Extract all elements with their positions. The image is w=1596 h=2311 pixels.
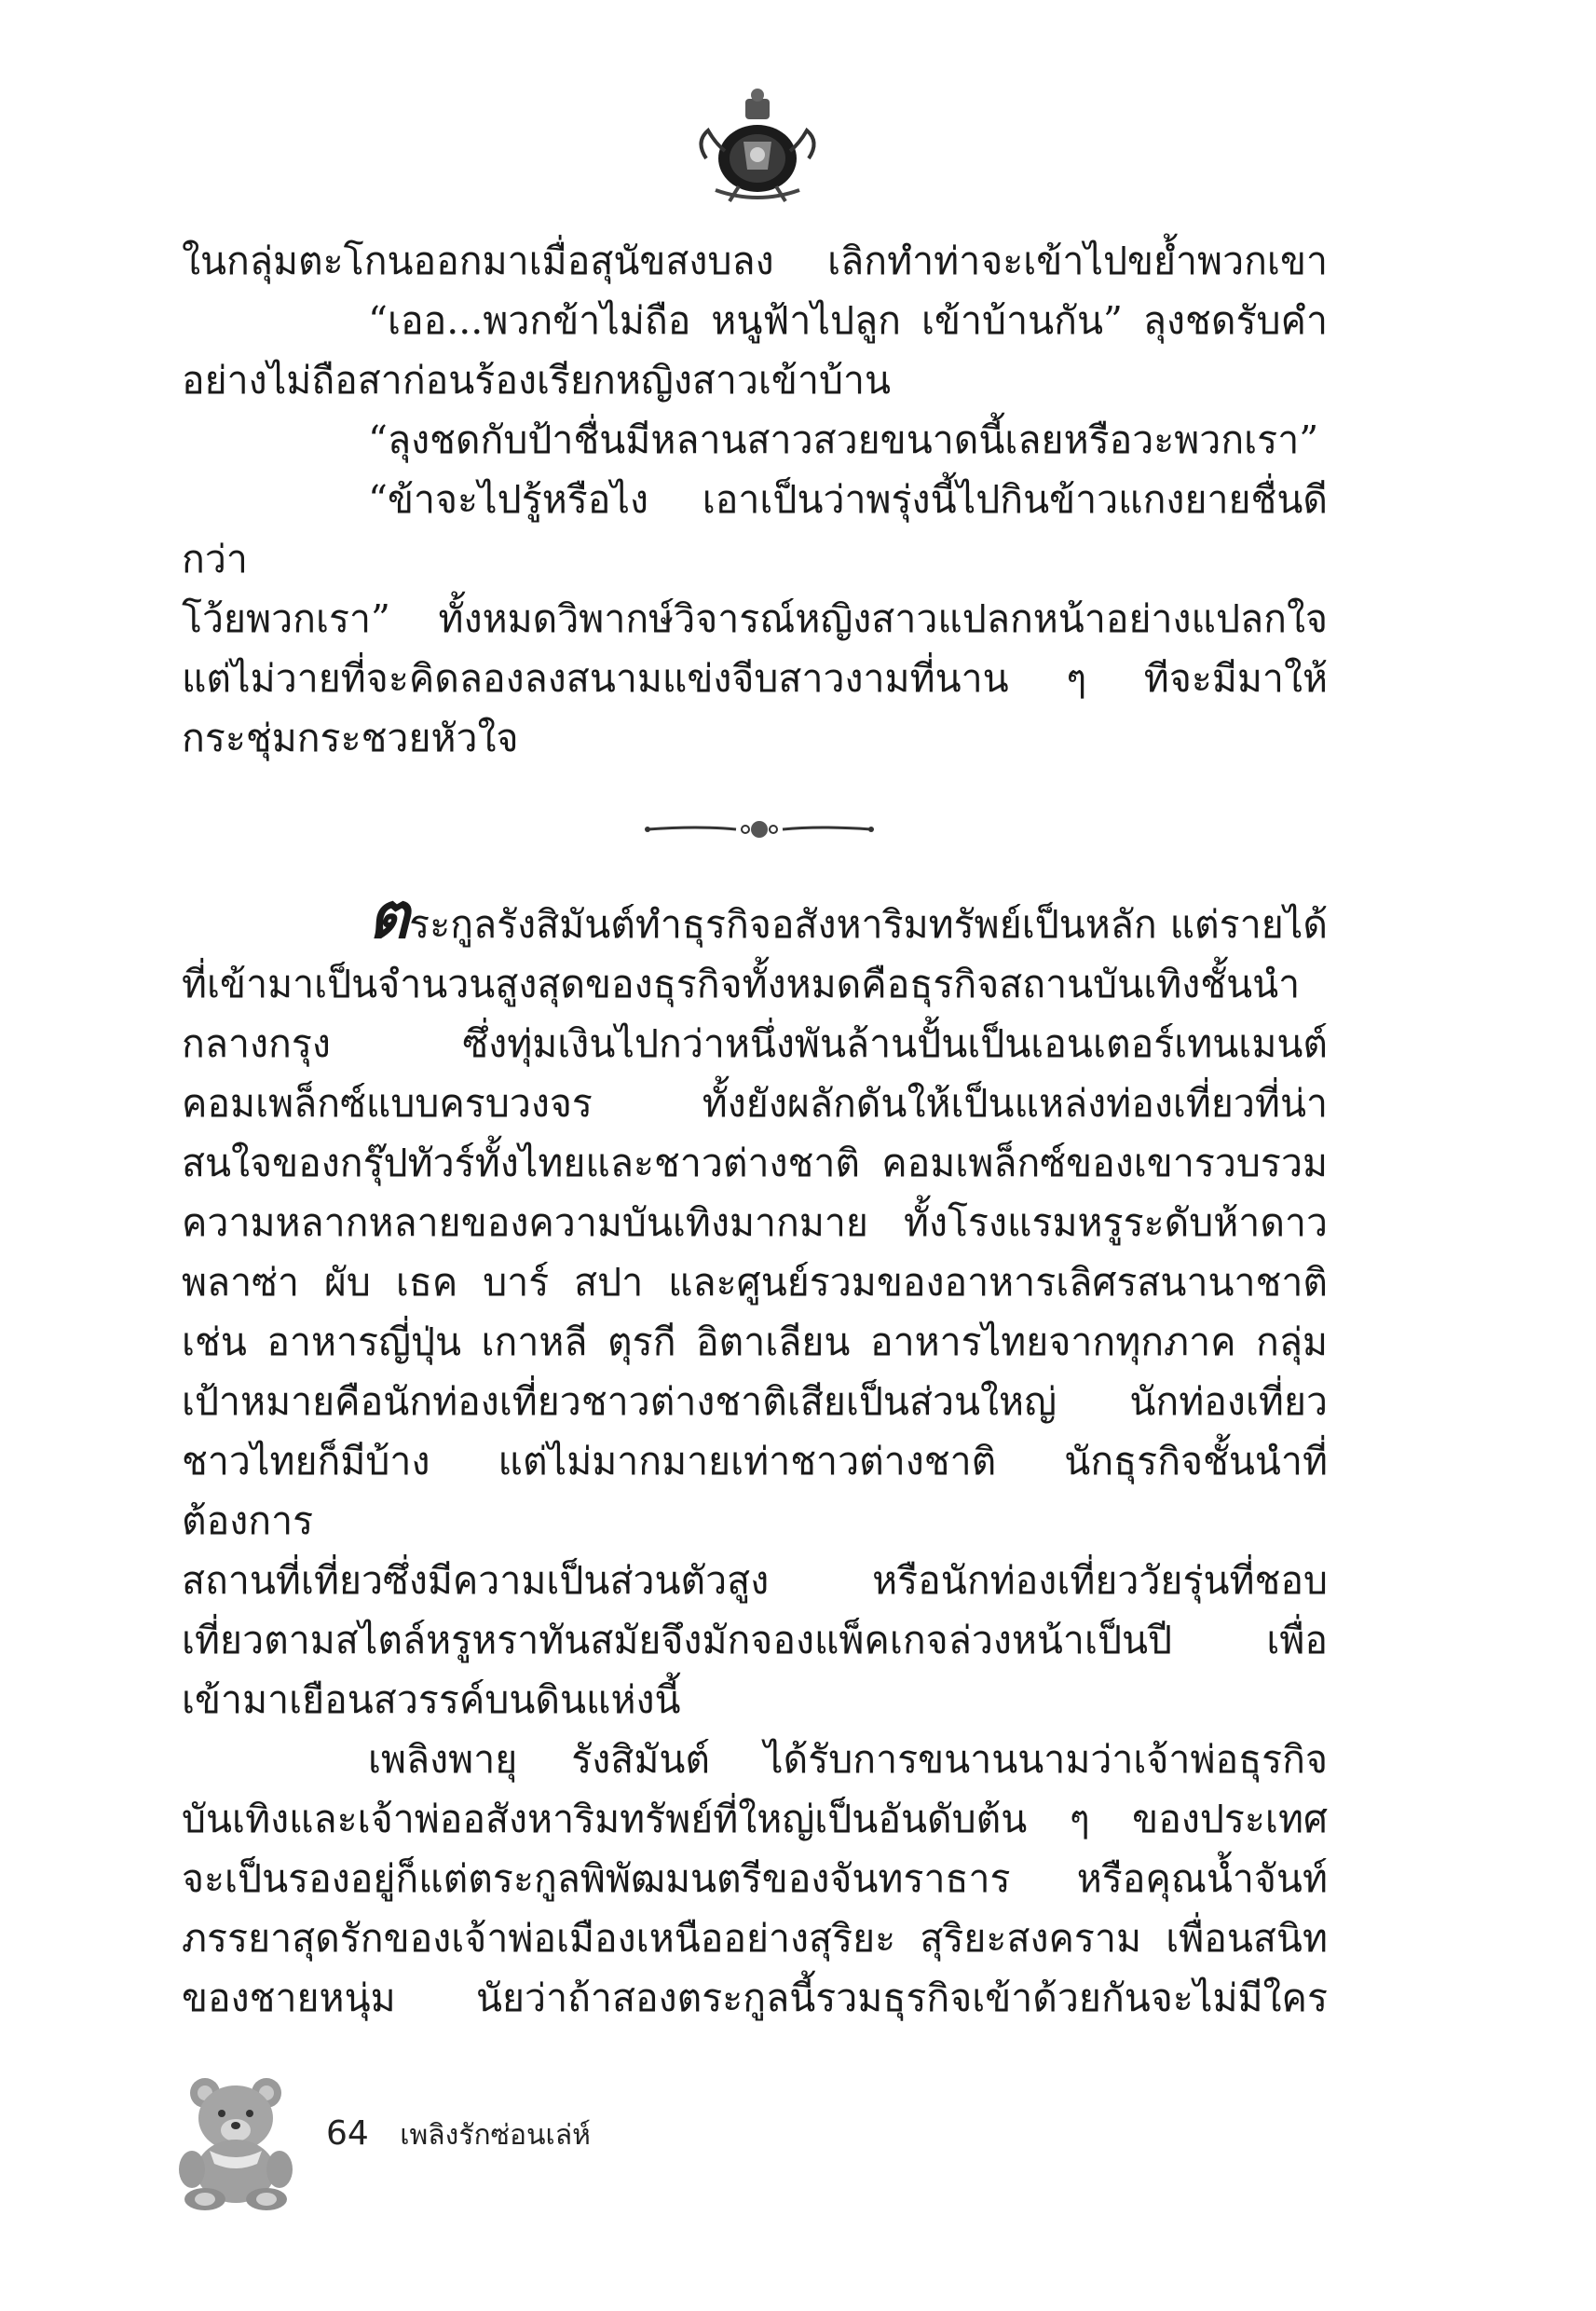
running-title: เพลิงรักซ่อนเล่ห์: [400, 2119, 591, 2152]
text-line: เข้ามาเยือนสวรรค์บนดินแห่งนี้: [182, 1677, 681, 1722]
text-line: โว้ยพวกเรา” ทั้งหมดวิพากษ์วิจารณ์หญิงสาวแปลกหน้าอย่างแปลกใจ: [182, 596, 1328, 641]
text-line: กลางกรุง ซึ่งทุ่มเงินไปกว่าหนึ่งพันล้านปั้นเป็นเอนเตอร์เทนเมนต์: [182, 1021, 1328, 1066]
text-line: เช่น อาหารญี่ปุ่น เกาหลี ตุรกี อิตาเลียน อาหารไทยจากทุกภาค กลุ่ม: [182, 1320, 1328, 1364]
text-line: ชาวไทยก็มีบ้าง แต่ไม่มากมายเท่าชาวต่างชาติ นักธุรกิจชั้นนำที่ต้องการ: [182, 1439, 1328, 1543]
text-line: “ข้าจะไปรู้หรือไง เอาเป็นว่าพรุ่งนี้ไปกินข้าวแกงยายชื่นดีกว่า: [182, 477, 1328, 581]
text-line: ในกลุ่มตะโกนออกมาเมื่อสุนัขสงบลง เลิกทำท่าจะเข้าไปขย้ำพวกเขา: [182, 239, 1328, 283]
text-section-1: [182, 231, 1328, 768]
text-section-2: [182, 879, 1328, 2028]
text-line: พลาซ่า ผับ เธค บาร์ สปา และศูนย์รวมของอาหารเลิศรสนานาชาติ: [182, 1260, 1328, 1305]
text-line: แต่ไม่วายที่จะคิดลองลงสนามแข่งจีบสาวงามที่นาน ๆ ทีจะมีมาให้: [182, 656, 1328, 701]
page-number: 64: [326, 2114, 369, 2153]
drop-cap: ต: [368, 879, 410, 953]
ornamental-divider-icon: [643, 811, 876, 848]
text-line: คอมเพล็กซ์แบบครบวงจร ทั้งยังผลักดันให้เป็นแหล่งท่องเที่ยวที่น่า: [182, 1081, 1328, 1126]
text-line: อย่างไม่ถือสาก่อนร้องเรียกหญิงสาวเข้าบ้าน: [182, 358, 892, 403]
page-folio: [326, 2113, 591, 2157]
text-line: ความหลากหลายของความบันเทิงมากมาย ทั้งโรงแรมหรูระดับห้าดาว: [182, 1200, 1328, 1245]
text-line: เที่ยวตามสไตล์หรูหราทันสมัยจึงมักจองแพ็คเกจล่วงหน้าเป็นปี เพื่อ: [182, 1618, 1328, 1662]
text-line: ของชายหนุ่ม นัยว่าถ้าสองตระกูลนี้รวมธุรกิจเข้าด้วยกันจะไม่มีใคร: [182, 1976, 1328, 2020]
text-line: ภรรยาสุดรักของเจ้าพ่อเมืองเหนืออย่างสุริยะ สุริยะสงคราม เพื่อนสนิท: [182, 1916, 1328, 1961]
text-line: “ลุงชดกับป้าชื่นมีหลานสาวสวยขนาดนี้เลยหรือวะพวกเรา”: [368, 417, 1319, 462]
text-line: ที่เข้ามาเป็นจำนวนสูงสุดของธุรกิจทั้งหมดคือธุรกิจสถานบันเทิงชั้นนำ: [182, 962, 1301, 1006]
text-line: กระชุ่มกระชวยหัวใจ: [182, 716, 519, 760]
text-line: เป้าหมายคือนักท่องเที่ยวชาวต่างชาติเสียเป็นส่วนใหญ่ นักท่องเที่ยว: [182, 1379, 1328, 1424]
text-line: บันเทิงและเจ้าพ่ออสังหาริมทรัพย์ที่ใหญ่เป็นอันดับต้น ๆ ของประเทศ: [182, 1797, 1328, 1841]
text-line: เพลิงพายุ รังสิมันต์ ได้รับการขนานนามว่าเจ้าพ่อธุรกิจ: [368, 1737, 1328, 1782]
text-line: สถานที่เที่ยวซึ่งมีความเป็นส่วนตัวสูง หรือนักท่องเที่ยววัยรุ่นที่ชอบ: [182, 1558, 1328, 1603]
text-line: “เออ...พวกข้าไม่ถือ หนูฟ้าไปลูก เข้าบ้านกัน” ลุงชดรับคำ: [368, 298, 1328, 343]
text-line-with-dropcap: [182, 879, 1328, 954]
teddy-bear-icon: [168, 2067, 307, 2211]
text-line: สนใจของกรุ๊ปทัวร์ทั้งไทยและชาวต่างชาติ คอมเพล็กซ์ของเขารวบรวม: [182, 1141, 1328, 1185]
text-line: ระกูลรังสิมันต์ทำธุรกิจอสังหาริมทรัพย์เป็นหลัก แต่รายได้: [409, 902, 1328, 947]
page-footer: [168, 2067, 820, 2216]
crest-emblem-icon: [688, 86, 827, 207]
text-line: จะเป็นรองอยู่ก็แต่ตระกูลพิพัฒมนตรีของจันทราธาร หรือคุณน้ำจันท์: [182, 1856, 1328, 1901]
